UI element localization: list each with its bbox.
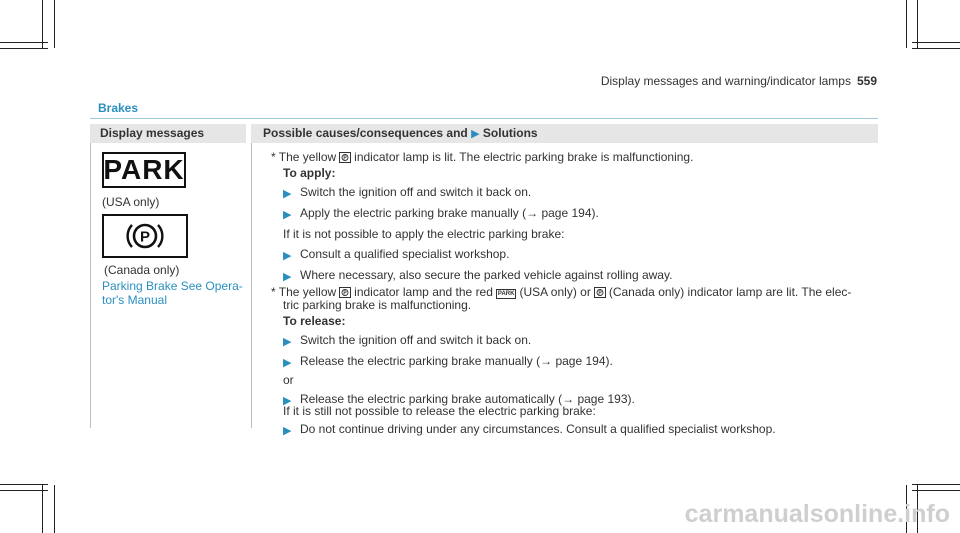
step-arrow-icon: ▶ [283,336,292,348]
parking-brake-manual-link[interactable]: Parking Brake See Opera- [102,279,243,293]
if-still-not-possible: If it is still not possible to release the electric parking brake: [283,404,596,418]
svg-text:P: P [343,155,347,162]
step-arrow-icon: ▶ [283,425,292,437]
crop-mark [912,42,960,43]
watermark: carmanualsonline.info [684,500,950,528]
park-indicator-icon: PARK [497,291,515,297]
cause-2-pre: The yellow [278,285,337,299]
to-apply-heading: To apply: [283,166,336,180]
svg-text:P: P [343,290,347,297]
column-header-display-messages: Display messages [90,124,246,143]
step-switch-ignition: Switch the ignition off and switch it back on. [300,185,532,199]
parking-brake-symbol [126,217,164,255]
parking-brake-indicator-icon [594,287,606,298]
crop-mark [42,0,43,48]
parking-brake-icon [102,214,188,258]
step-arrow-icon: ▶ [283,271,292,283]
step-consult-workshop: Consult a qualified specialist workshop. [300,247,510,261]
step-apply-manually: Apply the electric parking brake manually (→ page 194). [300,206,599,220]
running-header [601,74,877,88]
crop-mark [54,485,55,533]
svg-text:P: P [598,290,602,297]
cause-2-post: (Canada only) indicator lamp are lit. The elec- [608,285,852,299]
step-switch-ignition-2: Switch the ignition off and switch it back on. [300,333,532,347]
to-release-heading: To release: [283,314,346,328]
step-arrow-icon: ▶ [283,188,292,200]
step-release-automatically: Release the electric parking brake automatically (→ page 193). [300,392,635,406]
column-header-solutions-text: Solutions [482,126,538,140]
cause-2 [271,285,851,299]
crop-mark [0,48,48,49]
cause-1-pre: The yellow [278,150,337,164]
footnote-star: * [271,285,276,299]
crop-mark [917,0,918,48]
usa-note: (USA only) [102,195,160,209]
arrow-right-icon: ▶ [471,128,480,140]
column-header-causes-text: Possible causes/consequences and [263,126,468,140]
cause-2-mid1: indicator lamp and the red [354,285,493,299]
column-divider [251,143,252,428]
section-title: Brakes [98,101,139,115]
step-secure-vehicle: Where necessary, also secure the parked vehicle against rolling away. [300,268,673,282]
cause-1-post: indicator lamp is lit. The electric parking brake is malfunctioning. [354,150,694,164]
or-text: or [283,373,294,387]
crop-mark [912,48,960,49]
parking-brake-indicator-icon [339,287,351,298]
crop-mark [906,0,907,48]
page-number: 559 [856,74,877,88]
section-rule [90,118,878,119]
svg-text:P: P [139,228,151,246]
parking-brake-manual-link-cont[interactable]: tor's Manual [102,293,167,307]
cause-2-mid2: (USA only) or [519,285,591,299]
step-arrow-icon: ▶ [283,209,292,221]
footnote-star: * [271,150,276,164]
crop-mark [912,490,960,491]
step-arrow-icon: ▶ [283,357,292,369]
park-warning-icon: PARK [102,152,186,188]
step-do-not-drive: Do not continue driving under any circumstances. Consult a qualified specialist workshop. [300,422,776,436]
canada-note: (Canada only) [104,263,180,277]
crop-mark [912,484,960,485]
step-arrow-icon: ▶ [283,250,292,262]
cause-2-line2: tric parking brake is malfunctioning. [283,298,472,312]
crop-mark [0,490,48,491]
if-not-possible: If it is not possible to apply the electric parking brake: [283,227,565,241]
crop-mark [42,485,43,533]
column-divider [90,143,91,428]
parking-brake-indicator-icon [339,152,351,163]
crop-mark [0,42,48,43]
crop-mark [0,484,48,485]
column-header-causes [251,124,878,143]
step-release-manually: Release the electric parking brake manually (→ page 194). [300,354,613,368]
cause-1 [271,150,693,164]
running-header-title: Display messages and warning/indicator lamps [600,74,851,88]
step-arrow-icon: ▶ [283,395,292,407]
crop-mark [54,0,55,48]
